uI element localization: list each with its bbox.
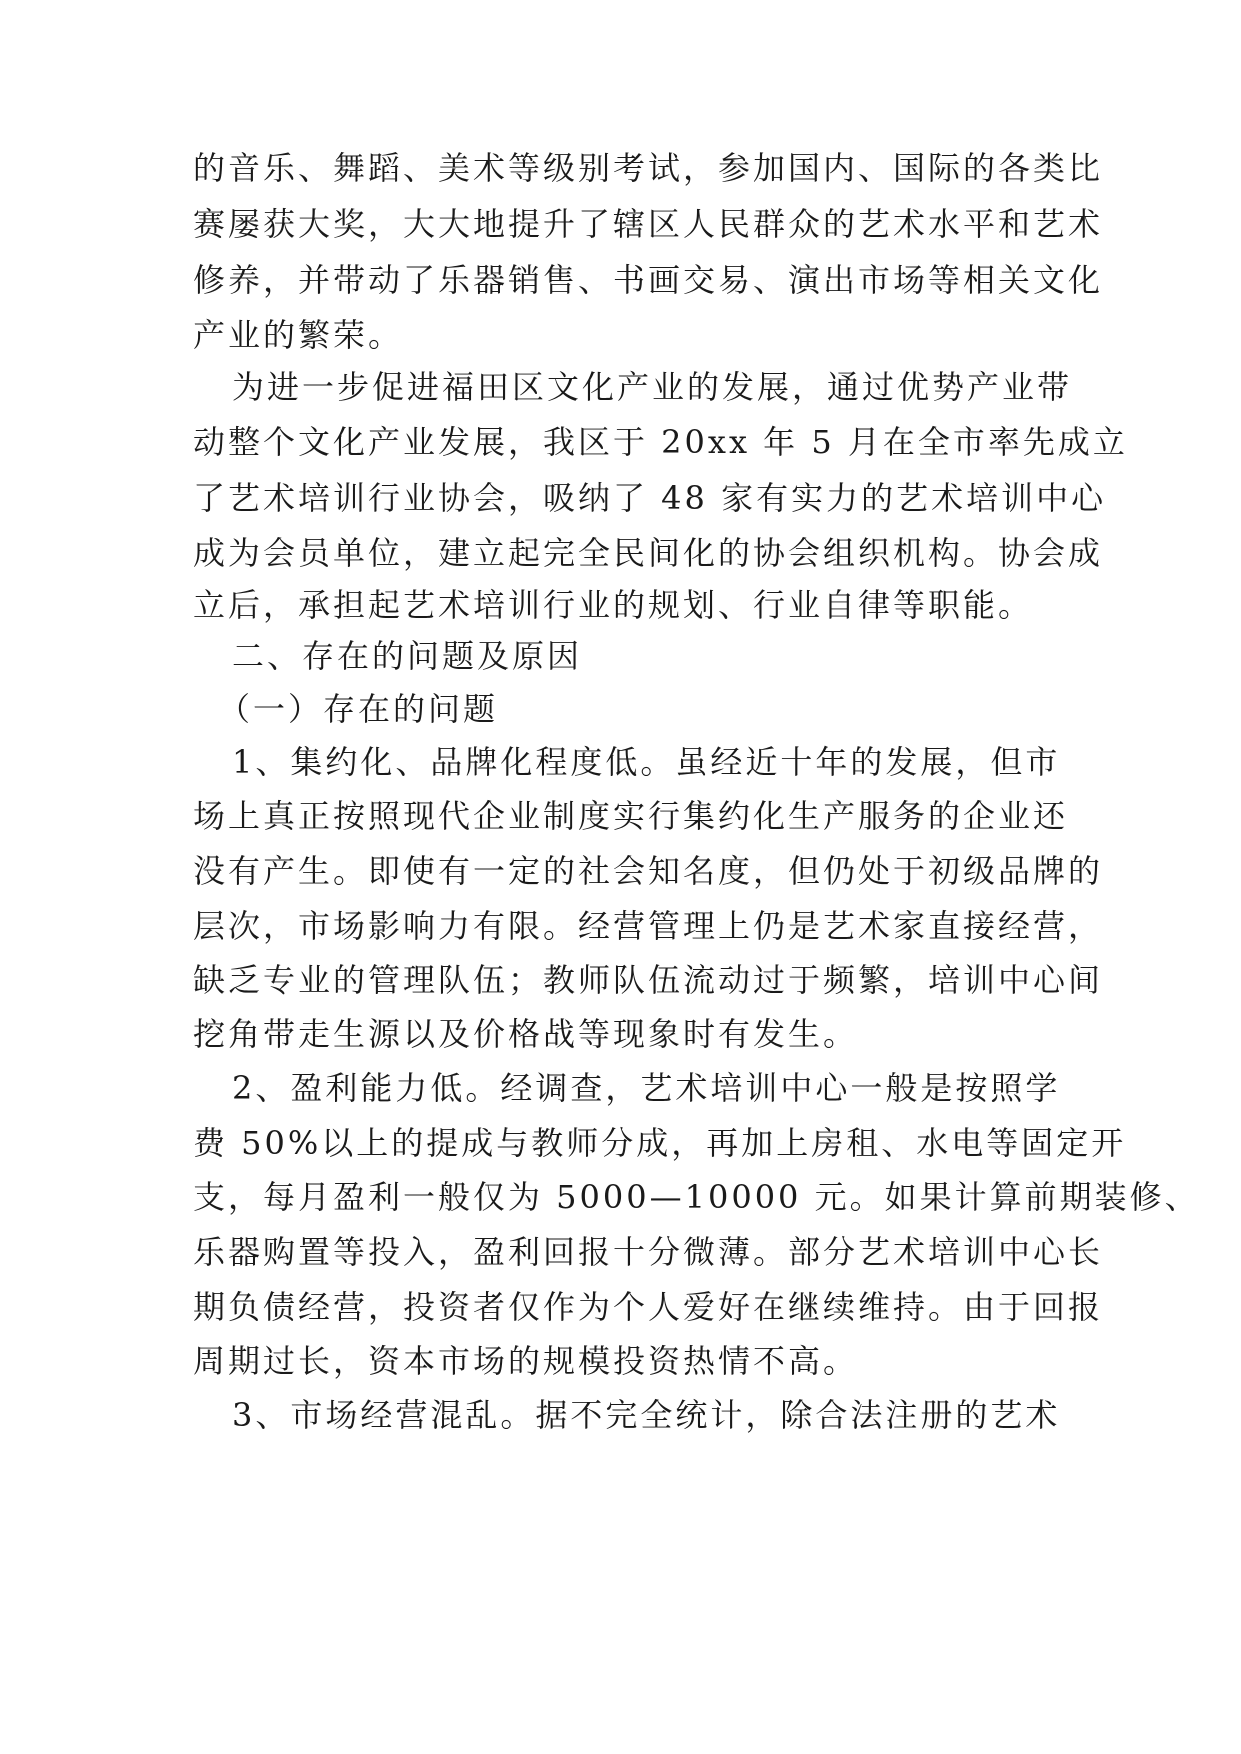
text-line: 的音乐、舞蹈、美术等级别考试，参加国内、国际的各类比 (193, 149, 1104, 187)
section-heading: 二、存在的问题及原因 (232, 637, 583, 675)
text-line: 缺乏专业的管理队伍；教师队伍流动过于频繁，培训中心间 (193, 961, 1104, 999)
text-line: 挖角带走生源以及价格战等现象时有发生。 (193, 1015, 859, 1053)
text-line: 支，每月盈利一般仅为 5000—10000 元。如果计算前期装修、 (193, 1178, 1200, 1216)
text-line: 场上真正按照现代企业制度实行集约化生产服务的企业还 (193, 797, 1069, 835)
text-line: 动整个文化产业发展，我区于 20xx 年 5 月在全市率先成立 (193, 423, 1128, 461)
paragraph-first-line: 2、盈利能力低。经调查，艺术培训中心一般是按照学 (232, 1069, 1061, 1107)
text-line: 成为会员单位，建立起完全民间化的协会组织机构。协会成 (193, 534, 1104, 572)
text-line: 产业的繁荣。 (193, 316, 404, 354)
paragraph-first-line: 为进一步促进福田区文化产业的发展，通过优势产业带 (232, 368, 1073, 406)
text-line: 了艺术培训行业协会，吸纳了 48 家有实力的艺术培训中心 (193, 479, 1107, 517)
text-line: 周期过长，资本市场的规模投资热情不高。 (193, 1342, 859, 1380)
text-line: 层次，市场影响力有限。经营管理上仍是艺术家直接经营， (193, 907, 1104, 945)
text-line: 期负债经营，投资者仅作为个人爱好在继续维持。由于回报 (193, 1288, 1104, 1326)
paragraph-first-line: 3、市场经营混乱。据不完全统计，除合法注册的艺术 (232, 1396, 1061, 1434)
paragraph-first-line: 1、集约化、品牌化程度低。虽经近十年的发展，但市 (232, 743, 1061, 781)
text-line: 没有产生。即使有一定的社会知名度，但仍处于初级品牌的 (193, 852, 1104, 890)
text-line: 乐器购置等投入，盈利回报十分微薄。部分艺术培训中心长 (193, 1233, 1104, 1271)
text-line: 费 50%以上的提成与教师分成，再加上房租、水电等固定开 (193, 1124, 1127, 1162)
text-line: 修养，并带动了乐器销售、书画交易、演出市场等相关文化 (193, 261, 1104, 299)
subsection-heading: （一）存在的问题 (218, 690, 499, 728)
text-line: 赛屡获大奖，大大地提升了辖区人民群众的艺术水平和艺术 (193, 205, 1104, 243)
text-line: 立后，承担起艺术培训行业的规划、行业自律等职能。 (193, 586, 1034, 624)
